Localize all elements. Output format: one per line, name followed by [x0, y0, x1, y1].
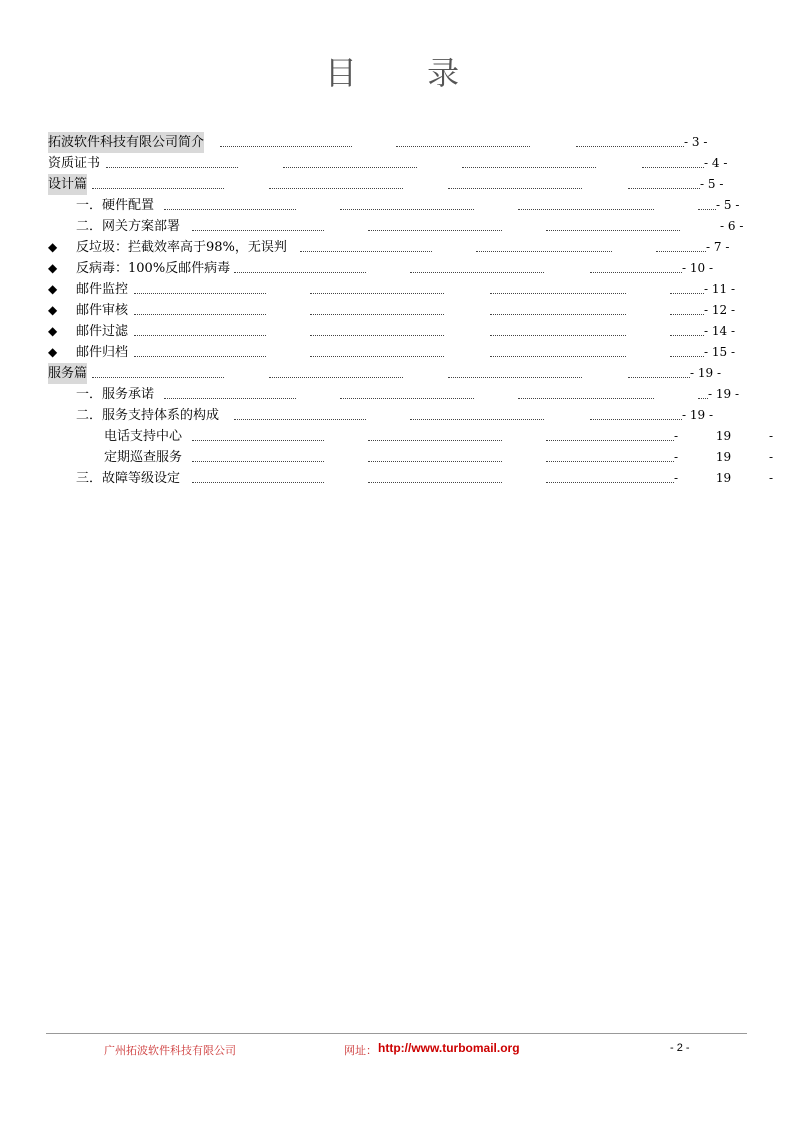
toc-page-number: - 3 -	[684, 135, 708, 149]
toc-entry-gateway[interactable]	[48, 216, 748, 237]
toc-leader	[310, 314, 444, 315]
toc-leader	[590, 419, 682, 420]
toc-entry-review[interactable]	[48, 300, 748, 321]
toc-leader	[462, 167, 596, 168]
toc-leader	[670, 293, 704, 294]
toc-page-number: - 19 -	[708, 387, 740, 401]
toc-leader	[490, 356, 626, 357]
diamond-bullet-icon: ◆	[48, 282, 58, 296]
toc-leader	[396, 146, 530, 147]
toc-entry-label: 一．硬件配置	[76, 198, 155, 213]
diamond-bullet-icon: ◆	[48, 240, 58, 254]
toc-entry-label: 反垃圾：拦截效率高于98%，无误判	[76, 240, 287, 255]
toc-leader	[368, 461, 502, 462]
page-title: 目 录	[324, 54, 490, 92]
toc-leader	[134, 314, 266, 315]
toc-leader	[192, 230, 324, 231]
toc-entry-service[interactable]	[48, 363, 748, 384]
diamond-bullet-icon: ◆	[48, 261, 58, 275]
toc-leader	[656, 251, 706, 252]
toc-leader	[192, 440, 324, 441]
toc-leader	[164, 398, 296, 399]
toc-leader	[134, 293, 266, 294]
toc-leader	[590, 272, 682, 273]
toc-entry-label: 定期巡查服务	[104, 450, 183, 465]
toc-leader	[340, 398, 474, 399]
toc-leader	[106, 167, 238, 168]
toc-leader	[134, 335, 266, 336]
toc-entry-archiving[interactable]	[48, 342, 748, 363]
toc-leader	[283, 167, 417, 168]
toc-entry-hardware[interactable]	[48, 195, 748, 216]
toc-leader	[670, 314, 704, 315]
footer-company-name: 广州拓波软件科技有限公司	[104, 1044, 236, 1057]
toc-page-number: - 19 -	[690, 366, 722, 380]
toc-page-number: - 19 -	[682, 408, 714, 422]
toc-leader	[340, 209, 474, 210]
toc-leader	[546, 230, 680, 231]
toc-entry-antispam[interactable]	[48, 237, 748, 258]
toc-leader	[670, 356, 704, 357]
toc-page-number: - 19 -	[674, 429, 774, 443]
toc-entry-support-system[interactable]	[48, 405, 748, 426]
toc-leader	[448, 377, 582, 378]
toc-entry-company-intro[interactable]	[48, 132, 748, 153]
footer-page-number: - 2 -	[670, 1042, 690, 1054]
toc-entry-antivirus[interactable]	[48, 258, 748, 279]
toc-leader	[642, 167, 704, 168]
toc-leader	[164, 209, 296, 210]
toc-leader	[234, 419, 366, 420]
toc-leader	[368, 230, 502, 231]
toc-entry-label: 邮件过滤	[76, 324, 129, 339]
footer-website-link[interactable]: http://www.turbomail.org	[378, 1041, 520, 1055]
toc-leader	[134, 356, 266, 357]
toc-leader	[410, 419, 544, 420]
diamond-bullet-icon: ◆	[48, 303, 58, 317]
toc-leader	[576, 146, 684, 147]
toc-leader	[220, 146, 352, 147]
toc-page-number: - 10 -	[682, 261, 714, 275]
toc-page-number: - 12 -	[704, 303, 736, 317]
toc-leader	[628, 377, 690, 378]
toc-page-number: - 19 -	[674, 450, 774, 464]
toc-leader	[192, 482, 324, 483]
toc-leader	[310, 335, 444, 336]
toc-entry-label: 邮件监控	[76, 282, 129, 297]
toc-page-number: - 7 -	[706, 240, 730, 254]
toc-entry-label: 三．故障等级设定	[76, 471, 181, 486]
toc-leader	[310, 293, 444, 294]
toc-entry-label: 二．服务支持体系的构成	[76, 408, 220, 423]
toc-leader	[518, 209, 654, 210]
toc-entry-certificates[interactable]	[48, 153, 748, 174]
toc-entry-label: 邮件归档	[76, 345, 129, 360]
toc-leader	[368, 482, 502, 483]
toc-entry-design[interactable]	[48, 174, 748, 195]
toc-leader	[476, 251, 612, 252]
toc-entry-label: 一．服务承诺	[76, 387, 155, 402]
toc-page-number: - 6 -	[720, 219, 744, 233]
toc-entry-label: 资质证书	[48, 156, 101, 171]
toc-entry-label: 反病毒：100%反邮件病毒	[76, 261, 231, 276]
toc-leader	[546, 461, 674, 462]
toc-leader	[698, 398, 708, 399]
footer-divider	[46, 1033, 747, 1034]
toc-leader	[269, 188, 403, 189]
toc-entry-label: 服务篇	[48, 363, 87, 384]
diamond-bullet-icon: ◆	[48, 324, 58, 338]
toc-entry-inspection[interactable]	[48, 447, 774, 468]
toc-leader	[490, 293, 626, 294]
toc-page-number: - 5 -	[700, 177, 724, 191]
toc-leader	[192, 461, 324, 462]
table-of-contents	[48, 132, 774, 489]
toc-entry-phone-support[interactable]	[48, 426, 774, 447]
toc-leader	[92, 188, 224, 189]
toc-entry-commitment[interactable]	[48, 384, 748, 405]
toc-entry-label: 设计篇	[48, 174, 87, 195]
toc-page-number: - 11 -	[704, 282, 736, 296]
toc-entry-monitoring[interactable]	[48, 279, 748, 300]
toc-leader	[546, 440, 674, 441]
toc-entry-label: 邮件审核	[76, 303, 129, 318]
toc-entry-label: 拓波软件科技有限公司简介	[48, 132, 204, 153]
toc-leader	[518, 398, 654, 399]
toc-leader	[490, 335, 626, 336]
toc-leader	[410, 272, 544, 273]
toc-page-number: - 19 -	[674, 471, 774, 485]
toc-leader	[310, 356, 444, 357]
toc-leader	[628, 188, 700, 189]
toc-entry-filtering[interactable]	[48, 321, 748, 342]
toc-leader	[92, 377, 224, 378]
toc-leader	[234, 272, 366, 273]
toc-leader	[670, 335, 704, 336]
toc-page-number: - 4 -	[704, 156, 728, 170]
diamond-bullet-icon: ◆	[48, 345, 58, 359]
toc-entry-fault-levels[interactable]	[48, 468, 774, 489]
toc-leader	[698, 209, 716, 210]
toc-page-number: - 15 -	[704, 345, 736, 359]
toc-leader	[368, 440, 502, 441]
toc-leader	[546, 482, 674, 483]
toc-leader	[490, 314, 626, 315]
toc-leader	[300, 251, 432, 252]
toc-page-number: - 5 -	[716, 198, 740, 212]
toc-entry-label: 电话支持中心	[104, 429, 183, 444]
toc-page-number: - 14 -	[704, 324, 736, 338]
toc-entry-label: 二．网关方案部署	[76, 219, 181, 234]
footer-website-label: 网址：	[344, 1044, 377, 1057]
toc-leader	[448, 188, 582, 189]
toc-leader	[269, 377, 403, 378]
